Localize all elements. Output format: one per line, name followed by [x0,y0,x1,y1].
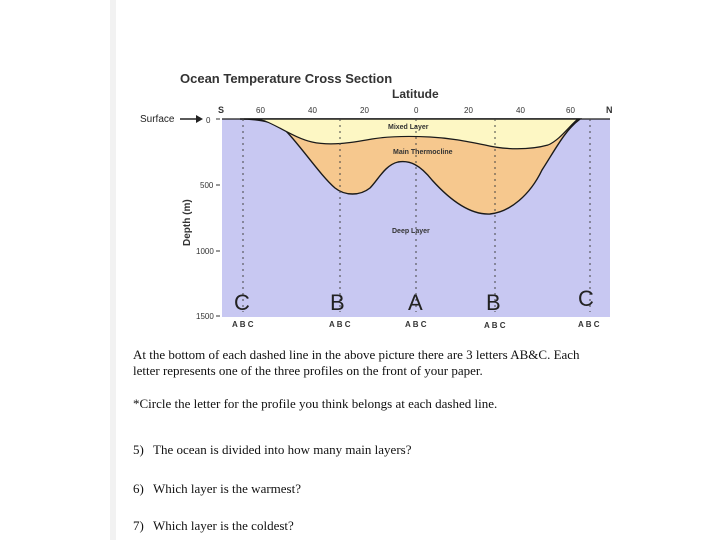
instructions-paragraph: At the bottom of each dashed line in the above picture there are 3 letters AB&C. Each letter represents one of the three profiles on the front of your paper. [133,347,580,378]
pole-label-north: N [606,105,613,115]
lat-tick-label: 60 [256,106,265,115]
profile-letter: B [486,290,501,315]
lat-tick-label: 40 [308,106,317,115]
depth-tick-label: 1000 [196,247,214,256]
abc-choice[interactable]: A B C [232,320,254,329]
question-number: 5) [133,442,144,457]
latitude-axis-title: Latitude [392,87,439,101]
lat-tick-label: 0 [414,106,419,115]
question-number: 6) [133,481,144,496]
lat-tick-label: 60 [566,106,575,115]
figure-title: Ocean Temperature Cross Section [180,71,393,86]
depth-ticks [216,119,220,316]
surface-arrow-icon [180,115,203,123]
question-6 [133,481,301,497]
abc-choice[interactable]: A B C [578,320,600,329]
abc-choice[interactable]: A B C [405,320,427,329]
circle-instruction: *Circle the letter for the profile you think belongs at each dashed line. [133,396,498,411]
question-5 [133,442,411,458]
profile-letter: A [408,290,423,315]
profile-letter: C [234,290,250,315]
question-7 [133,518,294,534]
pole-label-south: S [218,105,225,115]
depth-tick-label: 500 [200,181,214,190]
profile-letter: C [578,286,594,311]
profile-letter: B [330,290,345,315]
question-text: Which layer is the warmest? [153,481,301,496]
abc-choice[interactable]: A B C [329,320,351,329]
question-text: Which layer is the coldest? [153,518,294,533]
lat-tick-label: 20 [464,106,473,115]
thermocline-label: Main Thermocline [393,149,453,156]
depth-tick-label: 0 [206,116,211,125]
question-text: The ocean is divided into how many main layers? [153,442,412,457]
deep-layer-label: Deep Layer [392,228,430,235]
surface-label: Surface [140,114,175,125]
lat-tick-label: 40 [516,106,525,115]
abc-choice[interactable]: A B C [484,321,506,330]
lat-tick-label: 20 [360,106,369,115]
mixed-layer-label: Mixed Layer [388,124,429,131]
depth-axis-title: Depth (m) [182,199,193,246]
question-number: 7) [133,518,144,533]
depth-tick-label: 1500 [196,312,214,321]
